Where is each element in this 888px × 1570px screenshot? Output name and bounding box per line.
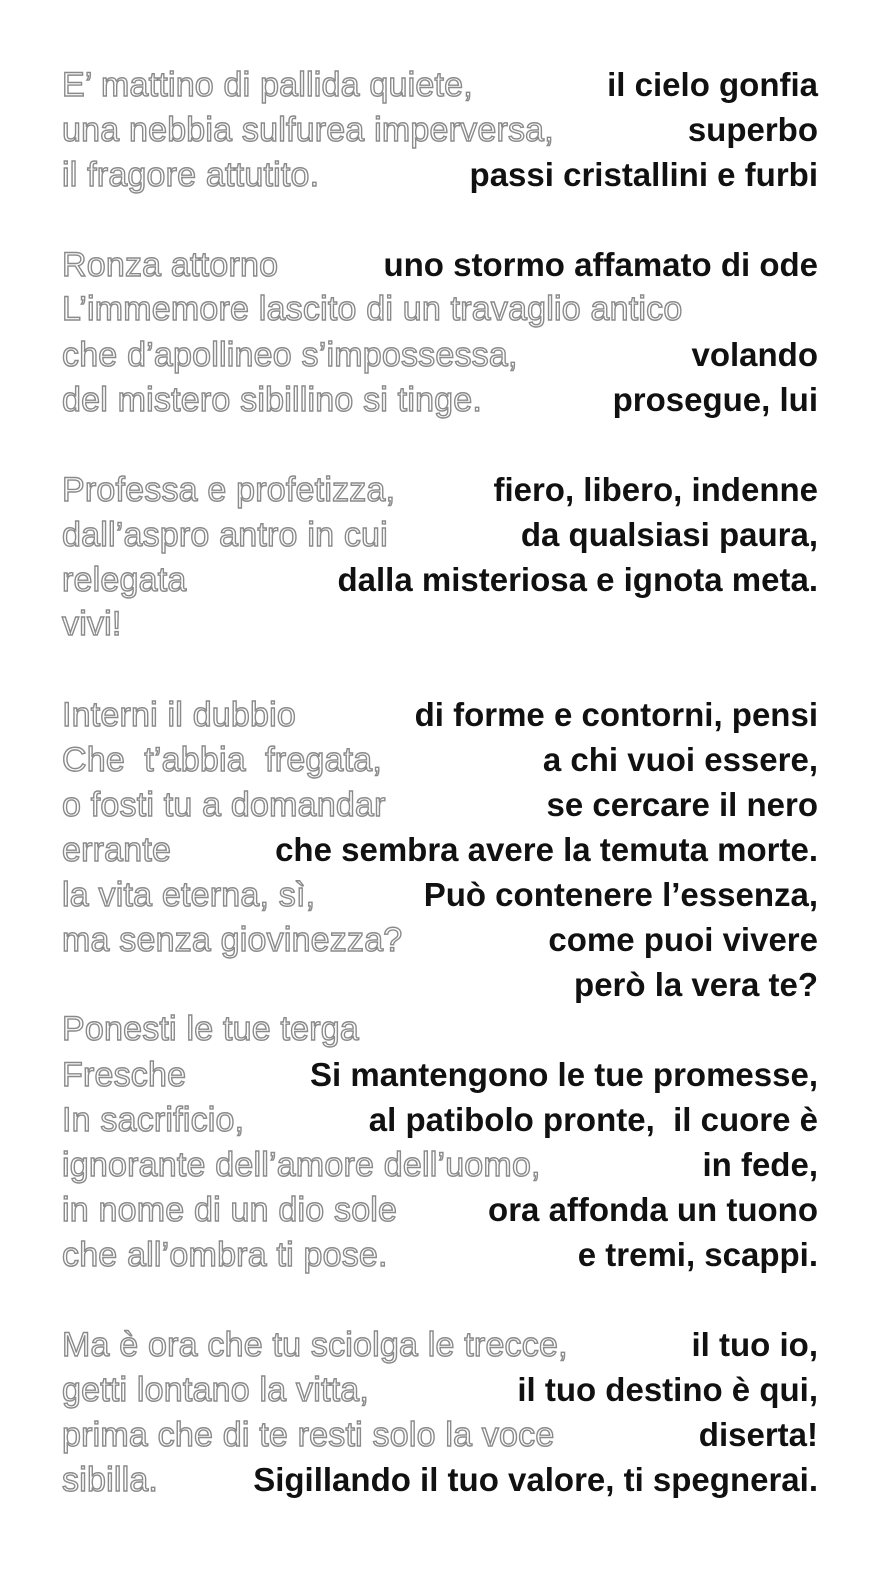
bold-text: prosegue, lui [612,381,818,418]
outline-text: vivi! [62,605,122,643]
outline-text: Ma è ora che tu sciolga le trecce, [62,1326,568,1364]
bold-text: e tremi, scappi. [577,1236,818,1273]
outline-text: il fragore attutito. [62,156,320,194]
poem-line [62,287,818,332]
outline-text: relegata [62,561,187,599]
poem-line [62,467,818,512]
outline-text: ignorante dell’amore dell’uomo, [62,1146,541,1184]
poem-line [62,332,818,377]
outline-text: Fresche [62,1056,187,1094]
poem-line [62,1142,818,1187]
outline-text: o fosti tu a domandar [62,786,386,824]
bold-text: fiero, libero, indenne [493,471,818,508]
stanza-gap [62,647,818,692]
bold-text: ora affonda un tuono [488,1191,818,1228]
outline-text: E’ mattino di pallida quiete, [62,66,473,104]
poem-line [62,1367,818,1412]
bold-text: uno stormo affamato di ode [383,246,818,283]
poem-line [62,1187,818,1232]
bold-text: il tuo io, [691,1326,818,1363]
bold-text: al patibolo pronte, il cuore è [368,1101,818,1138]
bold-text: il tuo destino è qui, [517,1371,818,1408]
outline-text: che d’apollineo s’impossessa, [62,336,518,374]
poem-line [62,827,818,872]
poem-line [62,557,818,602]
bold-text: Può contenere l’essenza, [423,876,818,913]
bold-text: Sigillando il tuo valore, ti spegnerai. [253,1461,818,1498]
poem-line [62,62,818,107]
bold-text: come puoi vivere [548,921,818,958]
bold-text: passi cristallini e furbi [469,156,818,193]
poem-line [62,152,818,197]
bold-text: da qualsiasi paura, [520,516,818,553]
outline-text: dall’aspro antro in cui [62,516,388,554]
bold-text: di forme e contorni, pensi [414,696,818,733]
poem-line [62,377,818,422]
poem [62,62,818,1502]
poem-line [62,1322,818,1367]
bold-text: a chi vuoi essere, [542,741,818,778]
outline-text: la vita eterna, sì, [62,876,316,914]
bold-text: diserta! [698,1416,818,1453]
outline-text: che all’ombra ti pose. [62,1236,388,1274]
outline-text: del mistero sibillino si tinge. [62,381,483,419]
outline-text: L’immemore lascito di un travaglio antico [62,290,683,328]
poem-line [62,512,818,557]
poem-line [62,1052,818,1097]
poem-line [62,242,818,287]
outline-text: prima che di te resti solo la voce [62,1416,555,1454]
bold-text: che sembra avere la temuta morte. [275,831,818,868]
stanza-gap [62,197,818,242]
outline-text: Interni il dubbio [62,696,296,734]
stanza-gap [62,1277,818,1322]
outline-text: In sacrificio, [62,1101,245,1139]
outline-text: errante [62,831,172,869]
bold-text: il cielo gonfia [607,66,818,103]
poem-line [62,1097,818,1142]
poem-line [62,782,818,827]
outline-text: Ronza attorno [62,246,279,284]
outline-text: sibilla. [62,1461,159,1499]
outline-text: getti lontano la vitta, [62,1371,370,1409]
poem-line [62,107,818,152]
outline-text: una nebbia sulfurea imperversa, [62,111,554,149]
poem-line [62,692,818,737]
poem-line [62,872,818,917]
outline-text: in nome di un dio sole [62,1191,398,1229]
bold-text: Si mantengono le tue promesse, [310,1056,818,1093]
poem-line [62,917,818,962]
bold-text: superbo [687,111,818,148]
outline-text: ma senza giovinezza? [62,921,403,959]
poem-line [62,1007,818,1052]
bold-text: in fede, [702,1146,818,1183]
bold-text: se cercare il nero [546,786,818,823]
bold-text: volando [691,336,818,373]
bold-text: dalla misteriosa e ignota meta. [337,561,818,598]
poem-line [62,1232,818,1277]
poem-line [62,962,818,1007]
outline-text: Che t’abbia fregata, [62,741,383,779]
poem-line [62,1457,818,1502]
bold-text: però la vera te? [574,966,818,1003]
poem-line [62,1412,818,1457]
poem-line [62,602,818,647]
poem-line [62,737,818,782]
outline-text: Professa e profetizza, [62,471,396,509]
stanza-gap [62,422,818,467]
outline-text: Ponesti le tue terga [62,1010,359,1048]
